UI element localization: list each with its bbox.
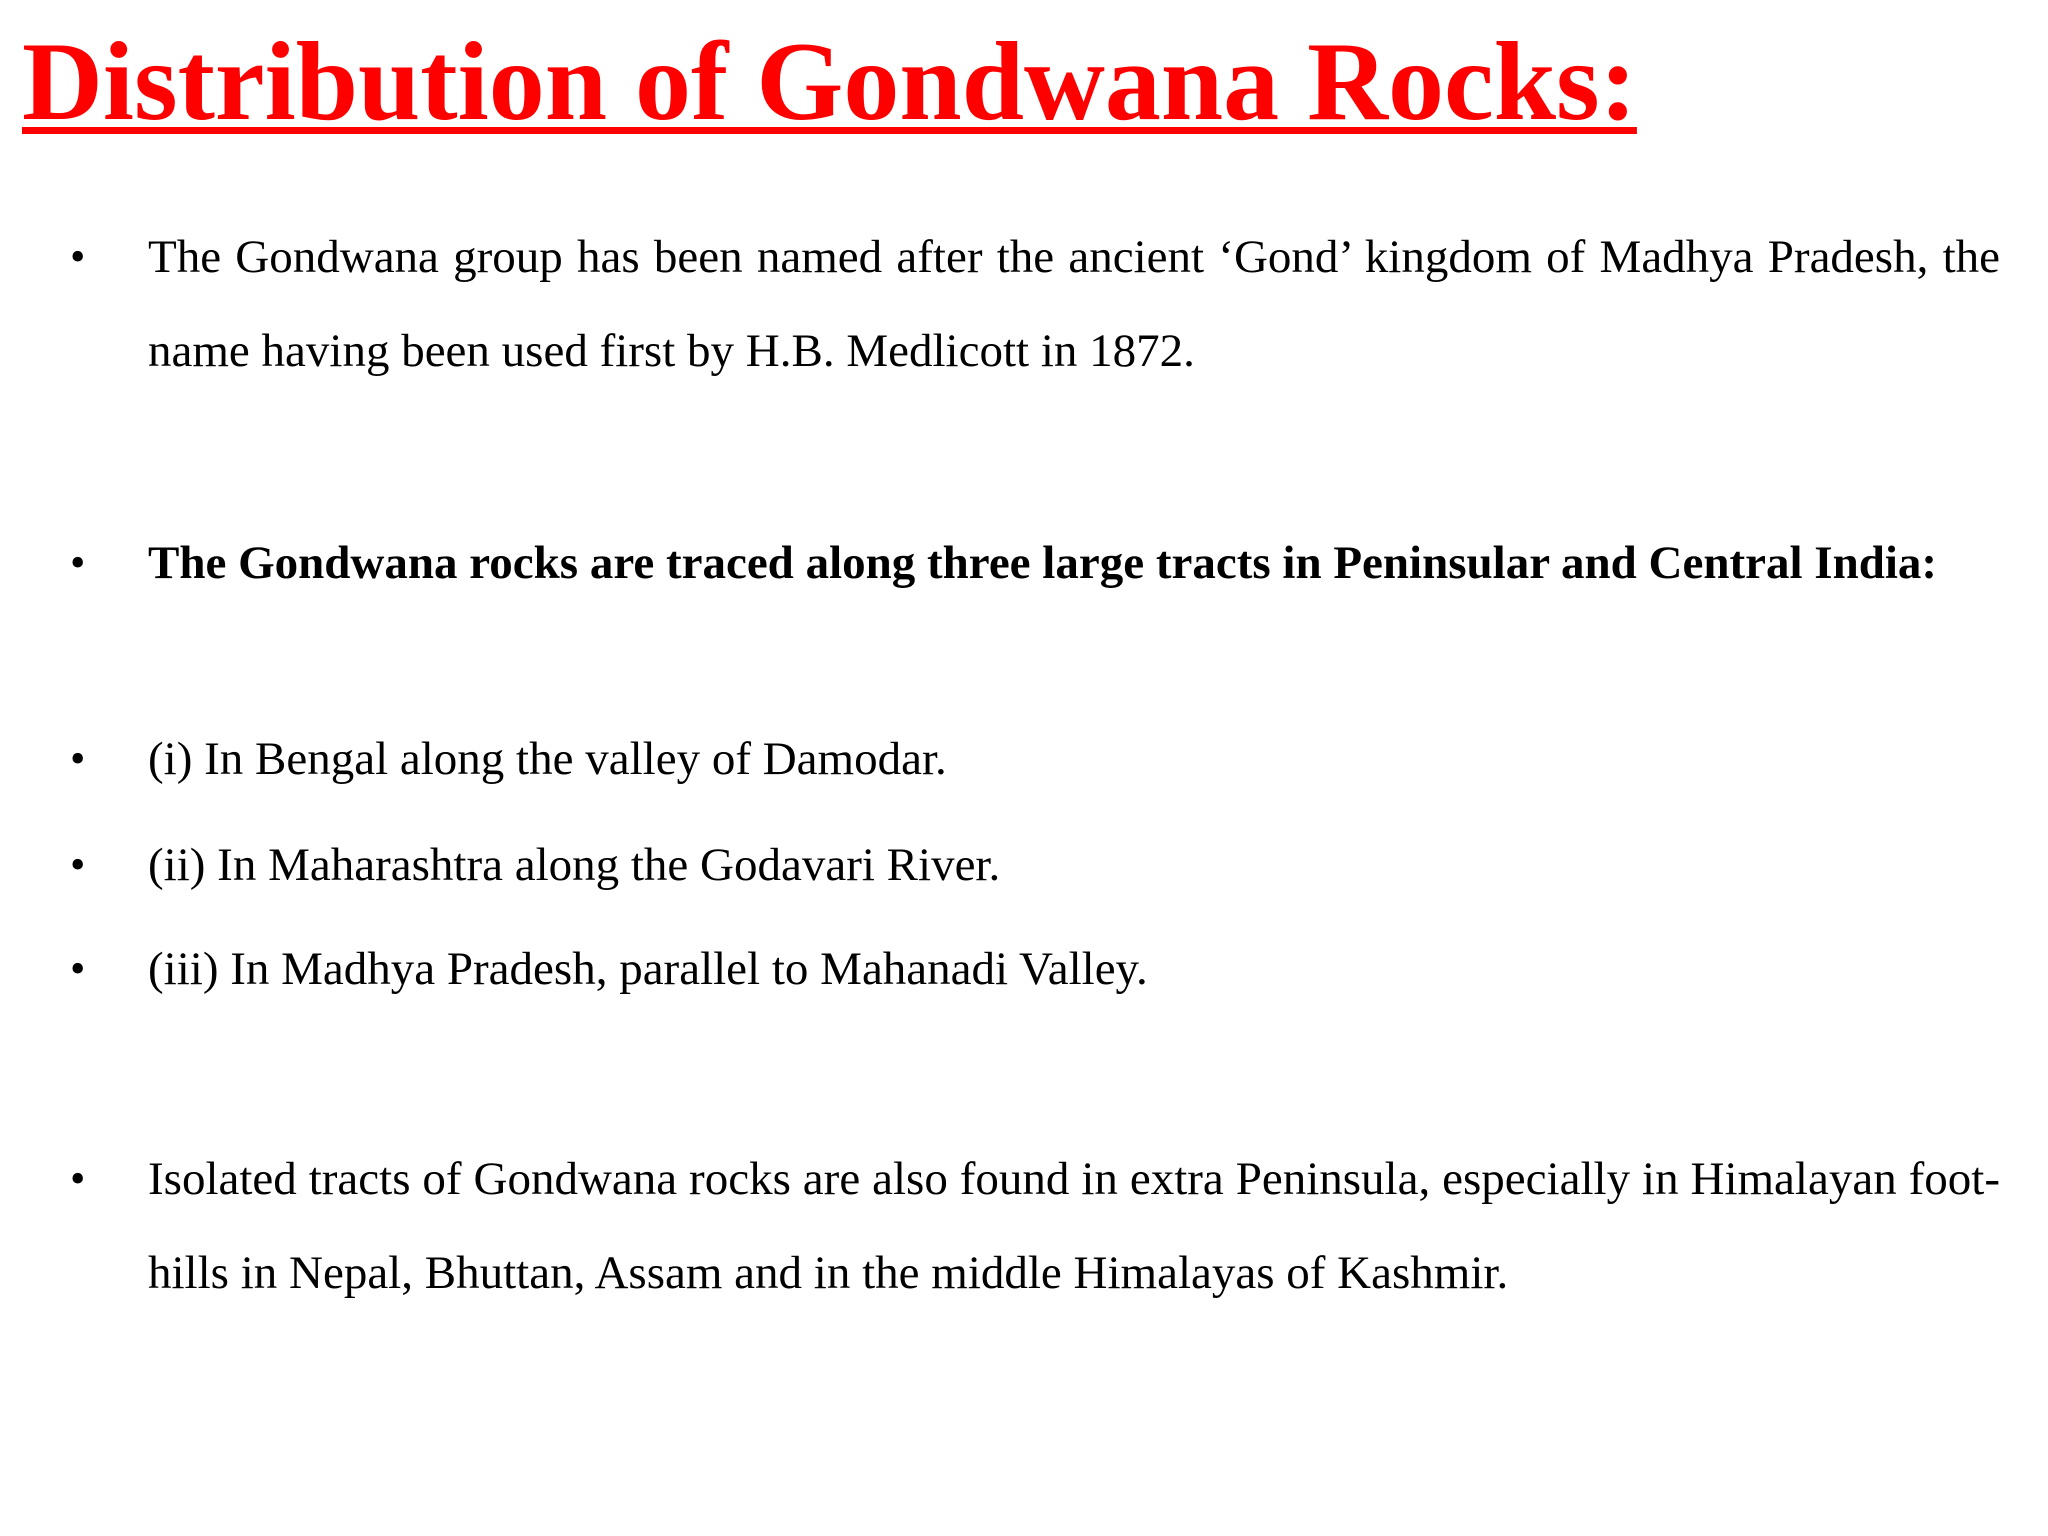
bullet-text-bold: The Gondwana rocks are traced along three large tracts in Peninsular and Central India: xyxy=(148,537,1938,589)
bullet-dot: • xyxy=(70,1154,86,1203)
bullet-dot: • xyxy=(70,232,86,281)
bullet-text: (iii) In Madhya Pradesh, parallel to Mahanadi Valley. xyxy=(148,943,1148,995)
bullet-text: Isolated tracts of Gondwana rocks are also found in extra Peninsula, especially in Himalayan foot-hills in Nepal, Bhuttan, Assam and in the middle Himalayas of Kashmir. xyxy=(148,1153,2000,1299)
bullet-dot: • xyxy=(70,840,86,889)
bullet-dot: • xyxy=(70,944,86,993)
bullet-dot: • xyxy=(70,538,86,587)
bullet-text: (i) In Bengal along the valley of Damodar. xyxy=(148,733,947,785)
bullet-text: (ii) In Maharashtra along the Godavari River. xyxy=(148,839,1001,891)
bullet-text: The Gondwana group has been named after the ancient ‘Gond’ kingdom of Madhya Pradesh, the name having been used first by H.B. Medlicott in 1872. xyxy=(148,231,2000,377)
slide-title: Distribution of Gondwana Rocks: xyxy=(22,20,1637,144)
bullet-dot: • xyxy=(70,734,86,783)
